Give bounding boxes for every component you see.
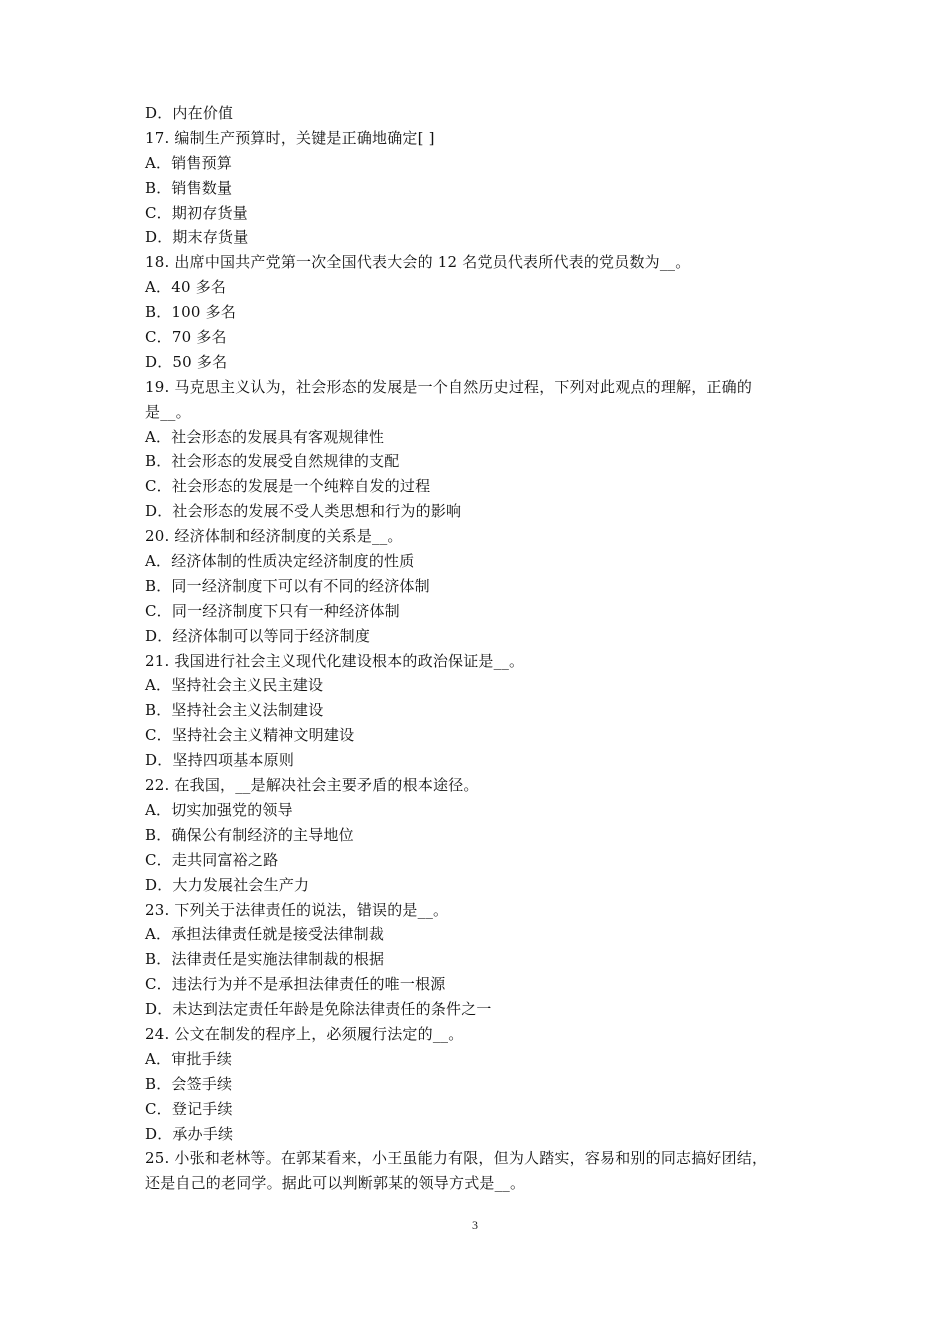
- option-line: C．违法行为并不是承担法律责任的唯一根源: [145, 975, 446, 994]
- option-line: B．坚持社会主义法制建设: [145, 701, 324, 720]
- option-line: C．坚持社会主义精神文明建设: [145, 726, 355, 745]
- option-line: B．同一经济制度下可以有不同的经济体制: [145, 576, 430, 595]
- question-20: 20. 经济体制和经济制度的关系是__。: [145, 527, 403, 546]
- option-line: D．大力发展社会生产力: [145, 875, 310, 894]
- option-line: A．经济体制的性质决定经济制度的性质: [145, 552, 415, 571]
- option-line: D．未达到法定责任年龄是免除法律责任的条件之一: [145, 1000, 492, 1019]
- question-23: 23. 下列关于法律责任的说法，错误的是__。: [145, 900, 449, 919]
- option-line: A．社会形态的发展具有客观规律性: [145, 427, 385, 446]
- option-line: D．承办手续: [145, 1124, 234, 1143]
- question-17: 17. 编制生产预算时，关键是正确地确定[ ]: [145, 128, 435, 147]
- option-line: A．坚持社会主义民主建设: [145, 676, 324, 695]
- option-line: D．内在价值: [145, 104, 234, 122]
- question-list: [145, 101, 815, 1196]
- option-line: B．会签手续: [145, 1074, 233, 1093]
- option-line: B．确保公有制经济的主导地位: [145, 825, 354, 844]
- option-line: A．40 多名: [145, 278, 227, 297]
- option-line: D．坚持四项基本原则: [145, 751, 295, 770]
- page-number: 3: [472, 1218, 478, 1232]
- option-line: B．法律责任是实施法律制裁的根据: [145, 950, 385, 969]
- question-25: 25. 小张和老林等。在郭某看来，小王虽能力有限，但为人踏实，容易和别的同志搞好团结，: [145, 1149, 768, 1168]
- option-line: A．审批手续: [145, 1049, 233, 1068]
- option-line: D．社会形态的发展不受人类思想和行为的影响: [145, 502, 462, 521]
- option-line: D．50 多名: [145, 352, 228, 371]
- question-19: 19. 马克思主义认为，社会形态的发展是一个自然历史过程，下列对此观点的理解，正确的: [145, 377, 753, 396]
- option-line: C．期初存货量: [145, 203, 248, 222]
- question-22: 22. 在我国，__是解决社会主要矛盾的根本途径。: [145, 776, 479, 795]
- option-line: B．100 多名: [145, 303, 237, 322]
- option-line: C．社会形态的发展是一个纯粹自发的过程: [145, 477, 431, 496]
- option-line: D．期末存货量: [145, 228, 249, 247]
- question-24: 24. 公文在制发的程序上，必须履行法定的__。: [145, 1024, 464, 1043]
- option-line: B．销售数量: [145, 178, 233, 197]
- option-line: C．走共同富裕之路: [145, 850, 279, 869]
- option-line: A．切实加强党的领导: [145, 800, 293, 819]
- option-line: A．承担法律责任就是接受法律制裁: [145, 925, 385, 944]
- option-line: A．销售预算: [145, 153, 233, 172]
- option-line: C．登记手续: [145, 1099, 233, 1118]
- question-21: 21. 我国进行社会主义现代化建设根本的政治保证是__。: [145, 651, 525, 670]
- option-line: B．社会形态的发展受自然规律的支配: [145, 452, 400, 471]
- option-line: C．同一经济制度下只有一种经济体制: [145, 601, 400, 620]
- question-25-continued: 还是自己的老同学。据此可以判断郭某的领导方式是__。: [145, 1174, 526, 1193]
- question-18: 18. 出席中国共产党第一次全国代表大会的 12 名党员代表所代表的党员数为__。: [145, 253, 691, 272]
- question-19-continued: 是__。: [145, 402, 191, 421]
- option-line: D．经济体制可以等同于经济制度: [145, 626, 371, 645]
- option-line: C．70 多名: [145, 328, 227, 347]
